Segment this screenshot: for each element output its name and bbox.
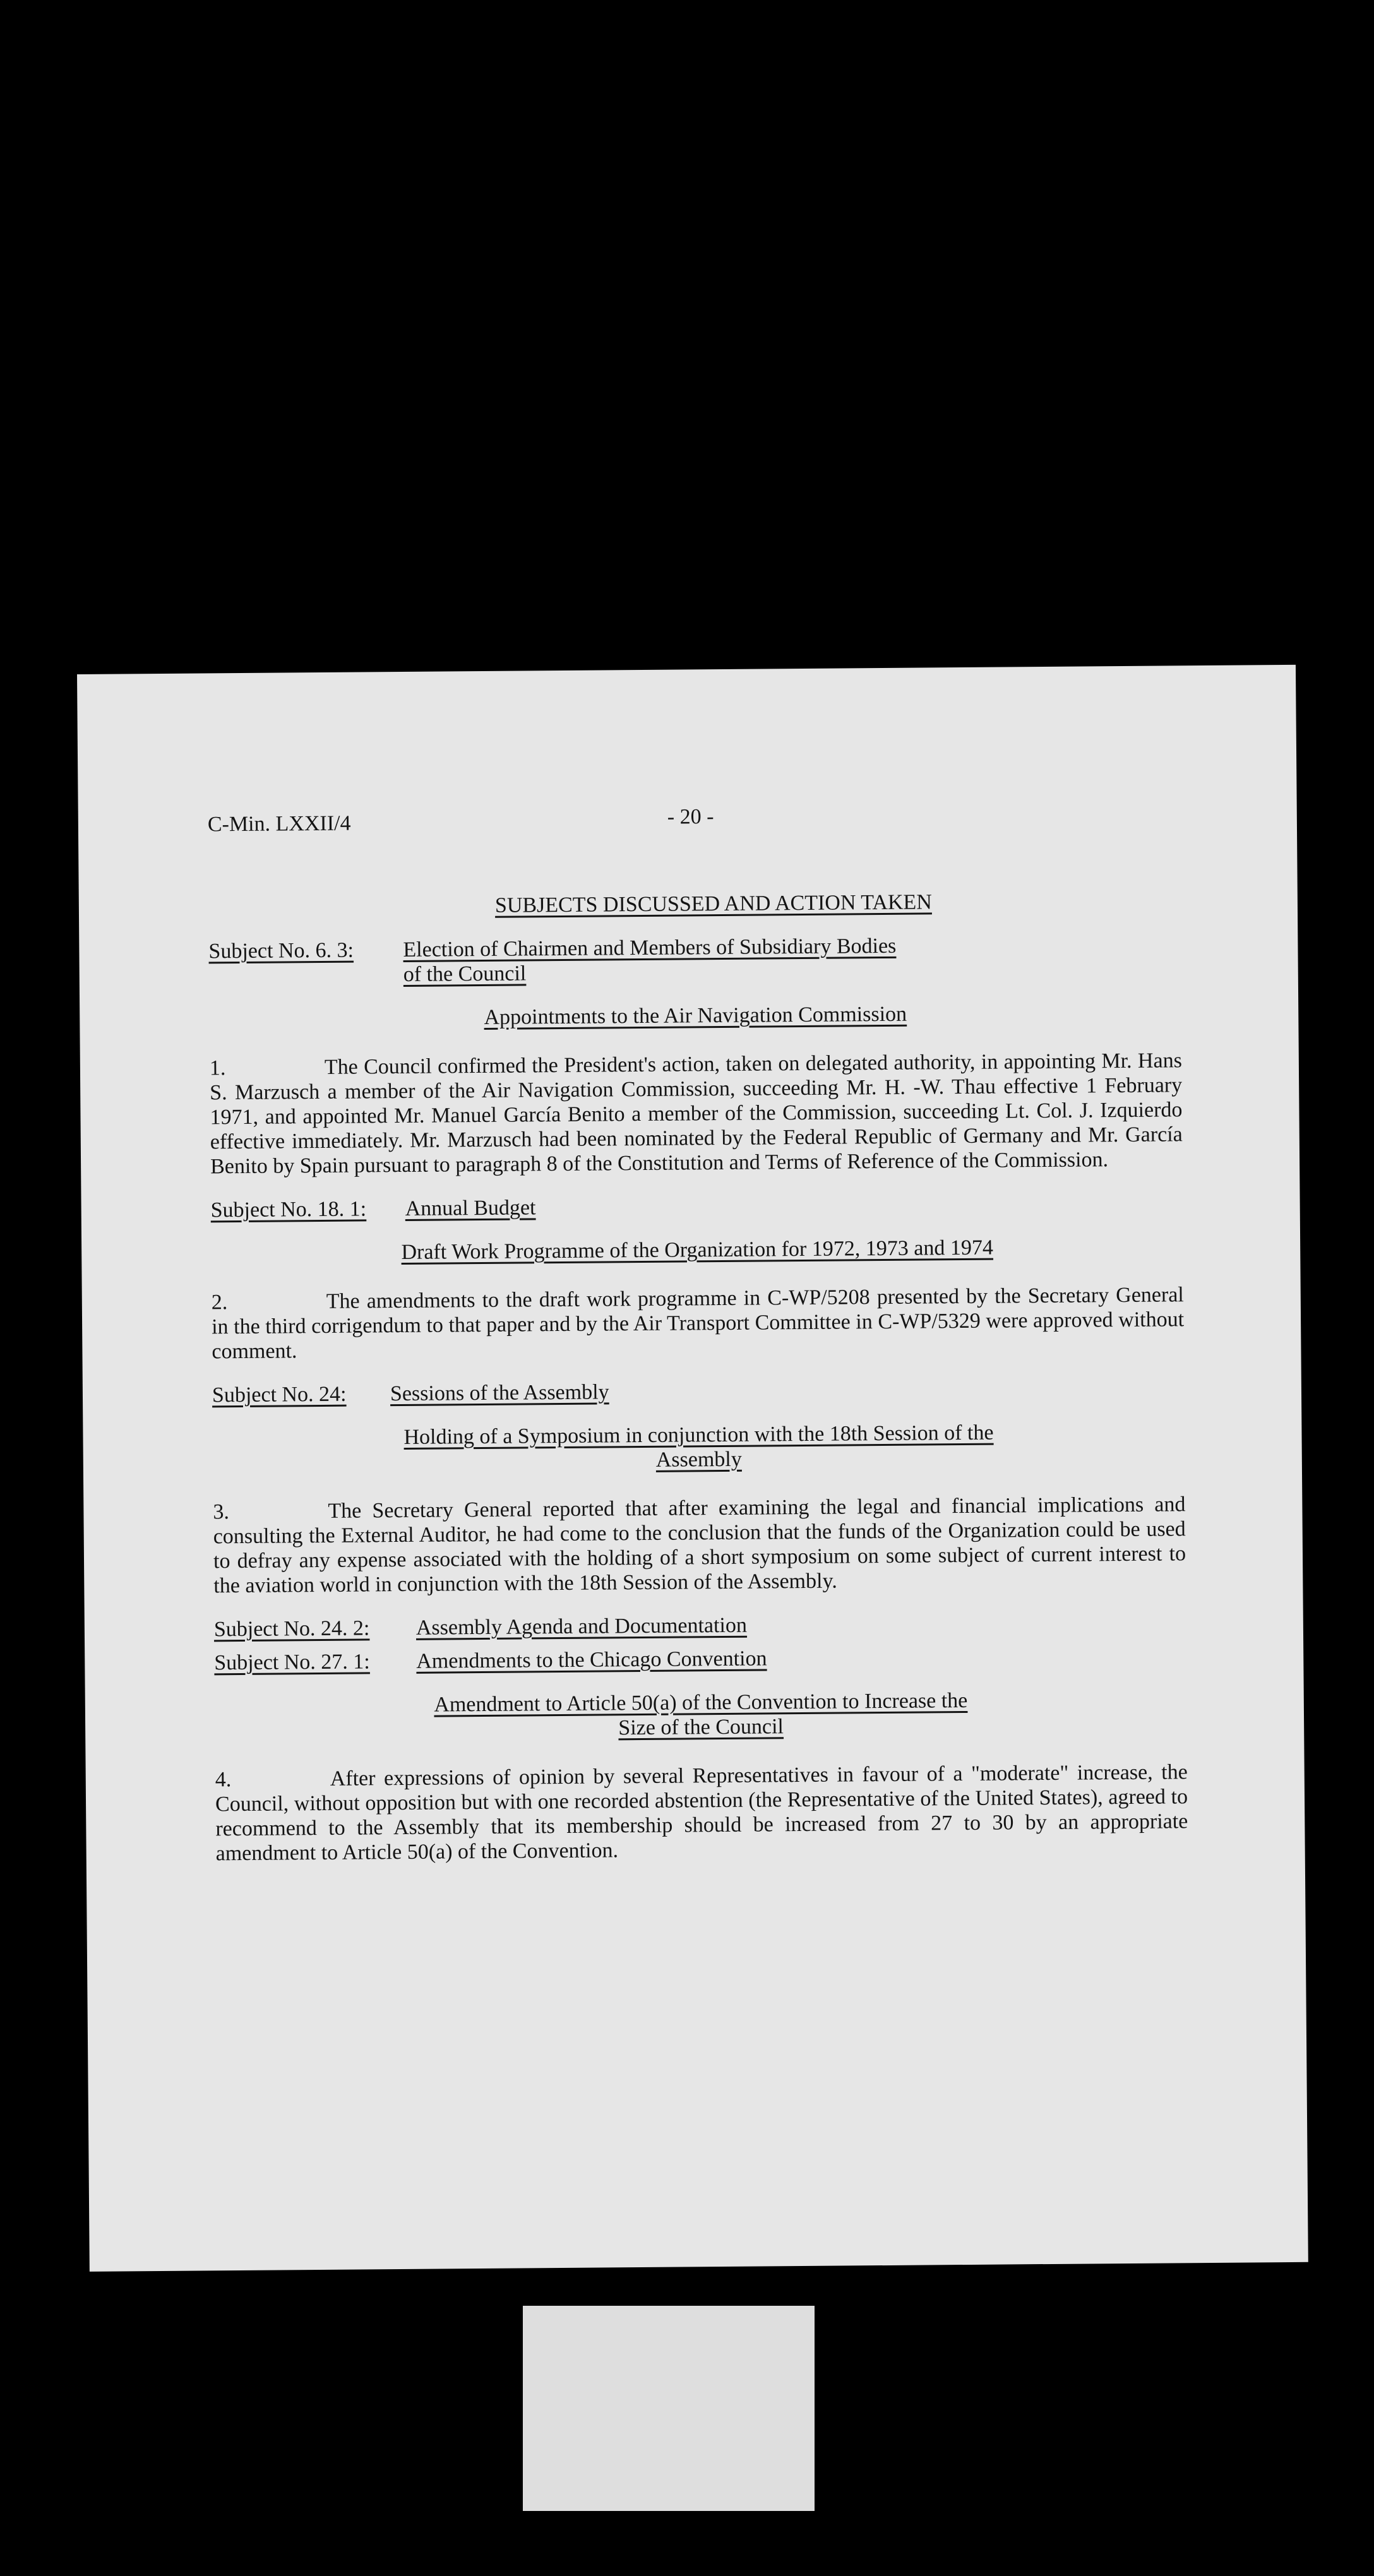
page-header bbox=[208, 804, 1180, 850]
subject-number: Subject No. 27. 1: bbox=[214, 1650, 370, 1675]
paragraph-4 bbox=[215, 1760, 1188, 1866]
section-title-work-programme: Draft Work Programme of the Organization for 1972, 1973 and 1974 bbox=[401, 1236, 994, 1264]
paragraph-number: 2. bbox=[211, 1291, 228, 1315]
subject-number: Subject No. 18. 1: bbox=[210, 1197, 367, 1222]
subject-title: Assembly Agenda and Documentation bbox=[415, 1613, 748, 1640]
subject-title: Annual Budget bbox=[405, 1196, 536, 1220]
paragraph-text: The amendments to the draft work programme in C-WP/5208 presented by the Secretary General in the third corrigendum to that paper and by the Air Transport Committee in C-WP/5329 were approved without comment. bbox=[211, 1283, 1185, 1364]
section-title-article-50: Amendment to Article 50(a) of the Convention to Increase the Size of the Council bbox=[434, 1688, 968, 1740]
subject-24 bbox=[212, 1375, 1185, 1407]
paragraph-text: The Secretary General reported that after examining the legal and financial implications and consulting the External Auditor, he had come to the conclusion that the funds of the Organization could be used to defray any expense associated with the holding of a short symposium on some subject of current interest to the aviation world in conjunction with the 18th Session of the Assembly. bbox=[213, 1493, 1186, 1598]
subject-title: Amendments to the Chicago Convention bbox=[416, 1647, 767, 1673]
section-title-symposium: Holding of a Symposium in conjunction with the 18th Session of the Assembly bbox=[403, 1421, 994, 1472]
paragraph-text: The Council confirmed the President's action, taken on delegated authority, in appointing Mr. Hans S. Marzusch a member of the Air Navigation Commission, succeeding Mr. H. -W. Thau effective 1 February 1971, and appointed Mr. Manuel García Benito a member of the Commission, succeeding Lt. Col. J. Izquierdo effective immediately. Mr. Marzusch had been nominated by the Federal Republic of Germany and Mr. García Benito by Spain pursuant to paragraph 8 of the Constitution and Terms of Reference of the Commission. bbox=[210, 1049, 1183, 1179]
subject-number: Subject No. 24. 2: bbox=[213, 1616, 370, 1642]
document-body bbox=[208, 804, 1188, 1866]
subject-18-1 bbox=[211, 1190, 1183, 1222]
section-title-anc: Appointments to the Air Navigation Commission bbox=[484, 1002, 907, 1029]
main-title-block bbox=[246, 888, 1181, 920]
subject-27-1 bbox=[214, 1643, 1186, 1675]
paragraph-number: 4. bbox=[215, 1768, 232, 1792]
doc-reference: C-Min. LXXII/4 bbox=[207, 811, 351, 837]
page-number: - 20 - bbox=[667, 805, 714, 829]
subject-number: Subject No. 24: bbox=[212, 1382, 347, 1407]
blank-card bbox=[523, 2306, 815, 2511]
subject-24-2 bbox=[214, 1609, 1186, 1642]
subject-title: Sessions of the Assembly bbox=[390, 1380, 609, 1406]
paragraph-2 bbox=[212, 1282, 1185, 1364]
document-page bbox=[77, 665, 1308, 2272]
subject-number: Subject No. 6. 3: bbox=[208, 938, 354, 963]
paragraph-3 bbox=[213, 1492, 1186, 1598]
subject-6-3 bbox=[208, 931, 1181, 988]
paragraph-text: After expressions of opinion by several Representatives in favour of a "moderate" increase, the Council, without opposition but with one recorded abstention (the Representative of the United States), agreed to recommend to the Assembly that its membership should be increased from 27 to 30 by an appropriate amendment to Article 50(a) of the Convention. bbox=[215, 1760, 1188, 1866]
paragraph-number: 3. bbox=[213, 1500, 230, 1524]
subject-title: Election of Chairmen and Members of Subsidiary Bodies of the Council bbox=[403, 934, 897, 986]
main-title: SUBJECTS DISCUSSED AND ACTION TAKEN bbox=[494, 890, 932, 917]
paragraph-number: 1. bbox=[209, 1056, 226, 1080]
paragraph-1 bbox=[210, 1048, 1183, 1179]
